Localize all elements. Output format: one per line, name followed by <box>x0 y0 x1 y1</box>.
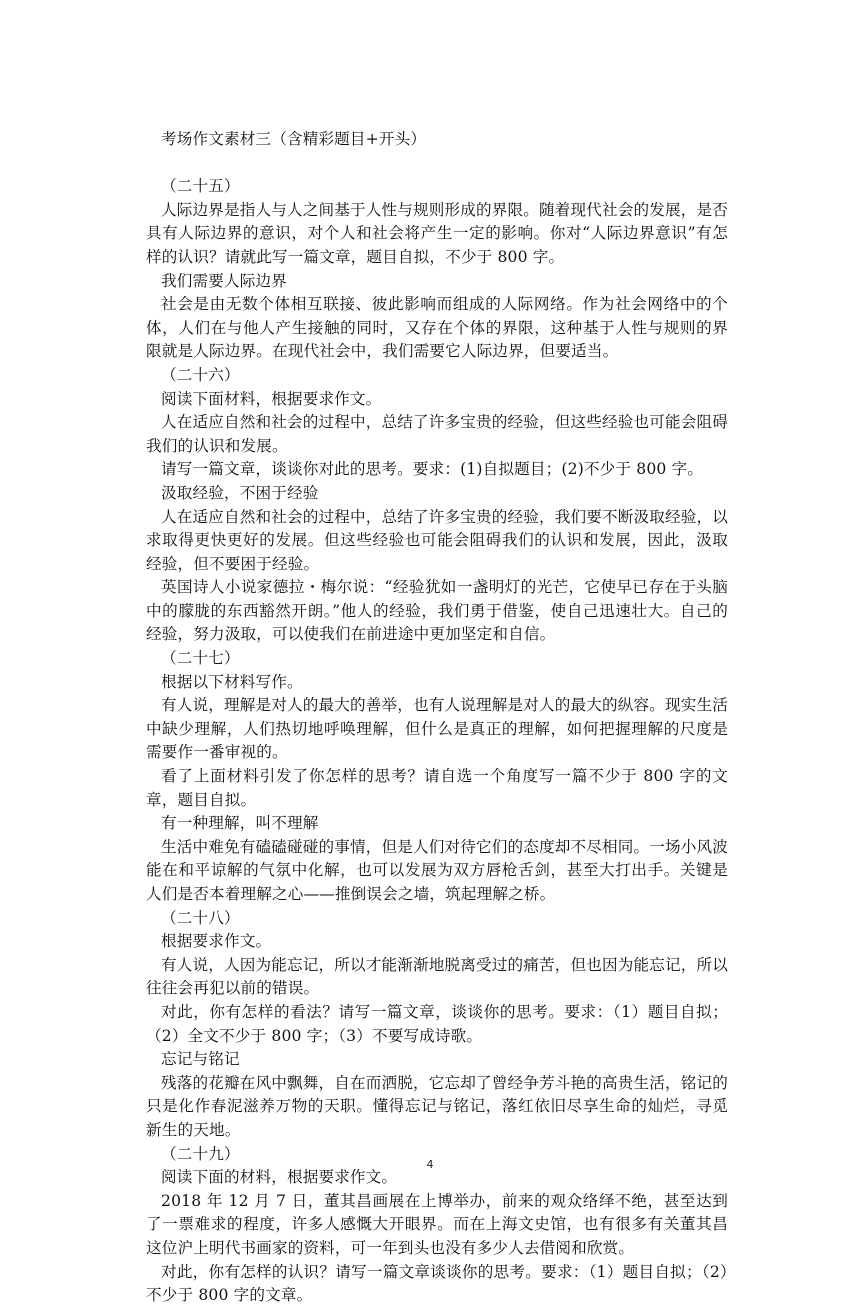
paragraph: 有人说，理解是对人的最大的善举，也有人说理解是对人的最大的纵容。现实生活中缺少理解，人们热切地呼唤理解，但什么是真正的理解，如何把握理解的尺度是需要作一番审视的。 <box>146 696 728 762</box>
paragraph: 阅读下面材料，根据要求作文。 <box>161 389 382 408</box>
paragraph: 英国诗人小说家德拉・梅尔说：“经验犹如一盏明灯的光芒，它使早已存在于头脑中的朦胧的东西豁然开朗。”他人的经验，我们勇于借鉴，使自己迅速壮大。自己的经验，努力汲取，可以使我们在前进途中更加坚定和自信。 <box>146 578 728 644</box>
paragraph: 2018 年 12 月 7 日，董其昌画展在上博举办，前来的观众络绎不绝，甚至达到了一票难求的程度，许多人感慨大开眼界。而在上海文史馆，也有很多有关董其昌这位沪上明代书画家的资料，可一年到头也没有多少人去借阅和欣赏。 <box>146 1191 728 1257</box>
paragraph: 阅读下面的材料，根据要求作文。 <box>161 1168 398 1187</box>
paragraph: 有人说，人因为能忘记，所以才能渐渐地脱离受过的痛苦，但也因为能忘记，所以往往会再犯以前的错误。 <box>146 955 728 998</box>
section-heading: （二十九） <box>161 1144 240 1163</box>
paragraph: 根据以下材料写作。 <box>161 672 303 691</box>
paragraph: 请写一篇文章，谈谈你对此的思考。要求：(1)自拟题目；(2)不少于 800 字。 <box>161 460 704 479</box>
essay-title: 有一种理解，叫不理解 <box>161 814 319 833</box>
essay-title: 汲取经验，不困于经验 <box>161 483 319 502</box>
page-number: 4 <box>426 1158 434 1171</box>
paragraph: 生活中难免有磕磕碰碰的事情，但是人们对待它们的态度却不尽相同。一场小风波能在和平谅解的气氛中化解，也可以发展为双方唇枪舌剑，甚至大打出手。关键是人们是否本着理解之心——推倒误会之墙，筑起理解之桥。 <box>146 837 728 903</box>
paragraph: 看了上面材料引发了你怎样的思考？请自选一个角度写一篇不少于 800 字的文章，题目自拟。 <box>146 767 728 809</box>
paragraph: 对此，你有怎样的看法？请写一篇文章，谈谈你的思考。要求：（1）题目自拟；（2）全文不少于 800 字；（3）不要写成诗歌。 <box>146 1002 728 1045</box>
paragraph: 社会是由无数个体相互联接、彼此影响而组成的人际网络。作为社会网络中的个体，人们在与他人产生接触的同时，又存在个体的界限，这种基于人性与规则的界限就是人际边界。在现代社会中，我们需要它人际边界，但要适当。 <box>146 295 728 361</box>
document-title: 考场作文素材三（含精彩题目+开头） <box>161 130 427 148</box>
essay-title: 我们需要人际边界 <box>161 271 287 290</box>
section-heading: （二十五） <box>161 177 240 196</box>
paragraph: 根据要求作文。 <box>161 932 272 951</box>
paragraph: 残落的花瓣在风中飘舞，自在而洒脱，它忘却了曾经争芳斗艳的高贵生活，铭记的只是化作春泥滋养万物的天职。懂得忘记与铭记，落红依旧尽享生命的灿烂，寻觅新生的天地。 <box>146 1073 728 1139</box>
section-heading: （二十六） <box>161 365 240 384</box>
document-body <box>146 128 728 1308</box>
paragraph: 人际边界是指人与人之间基于人性与规则形成的界限。随着现代社会的发展，是否具有人际边界的意识，对个人和社会将产生一定的影响。你对“人际边界意识”有怎样的认识？请就此写一篇文章，题目自拟，不少于 800 字。 <box>146 200 728 266</box>
section-heading: （二十八） <box>161 908 240 927</box>
section-heading: （二十七） <box>161 649 240 668</box>
essay-title: 忘记与铭记 <box>161 1050 240 1069</box>
paragraph: 人在适应自然和社会的过程中，总结了许多宝贵的经验，我们要不断汲取经验，以求取得更快更好的发展。但这些经验也可能会阻碍我们的认识和发展，因此，汲取经验，但不要困于经验。 <box>146 507 728 573</box>
paragraph: 人在适应自然和社会的过程中，总结了许多宝贵的经验，但这些经验也可能会阻碍我们的认识和发展。 <box>146 413 728 455</box>
paragraph: 对此，你有怎样的认识？请写一篇文章谈谈你的思考。要求：（1）题目自拟；（2）不少于 800 字的文章。 <box>146 1262 728 1305</box>
